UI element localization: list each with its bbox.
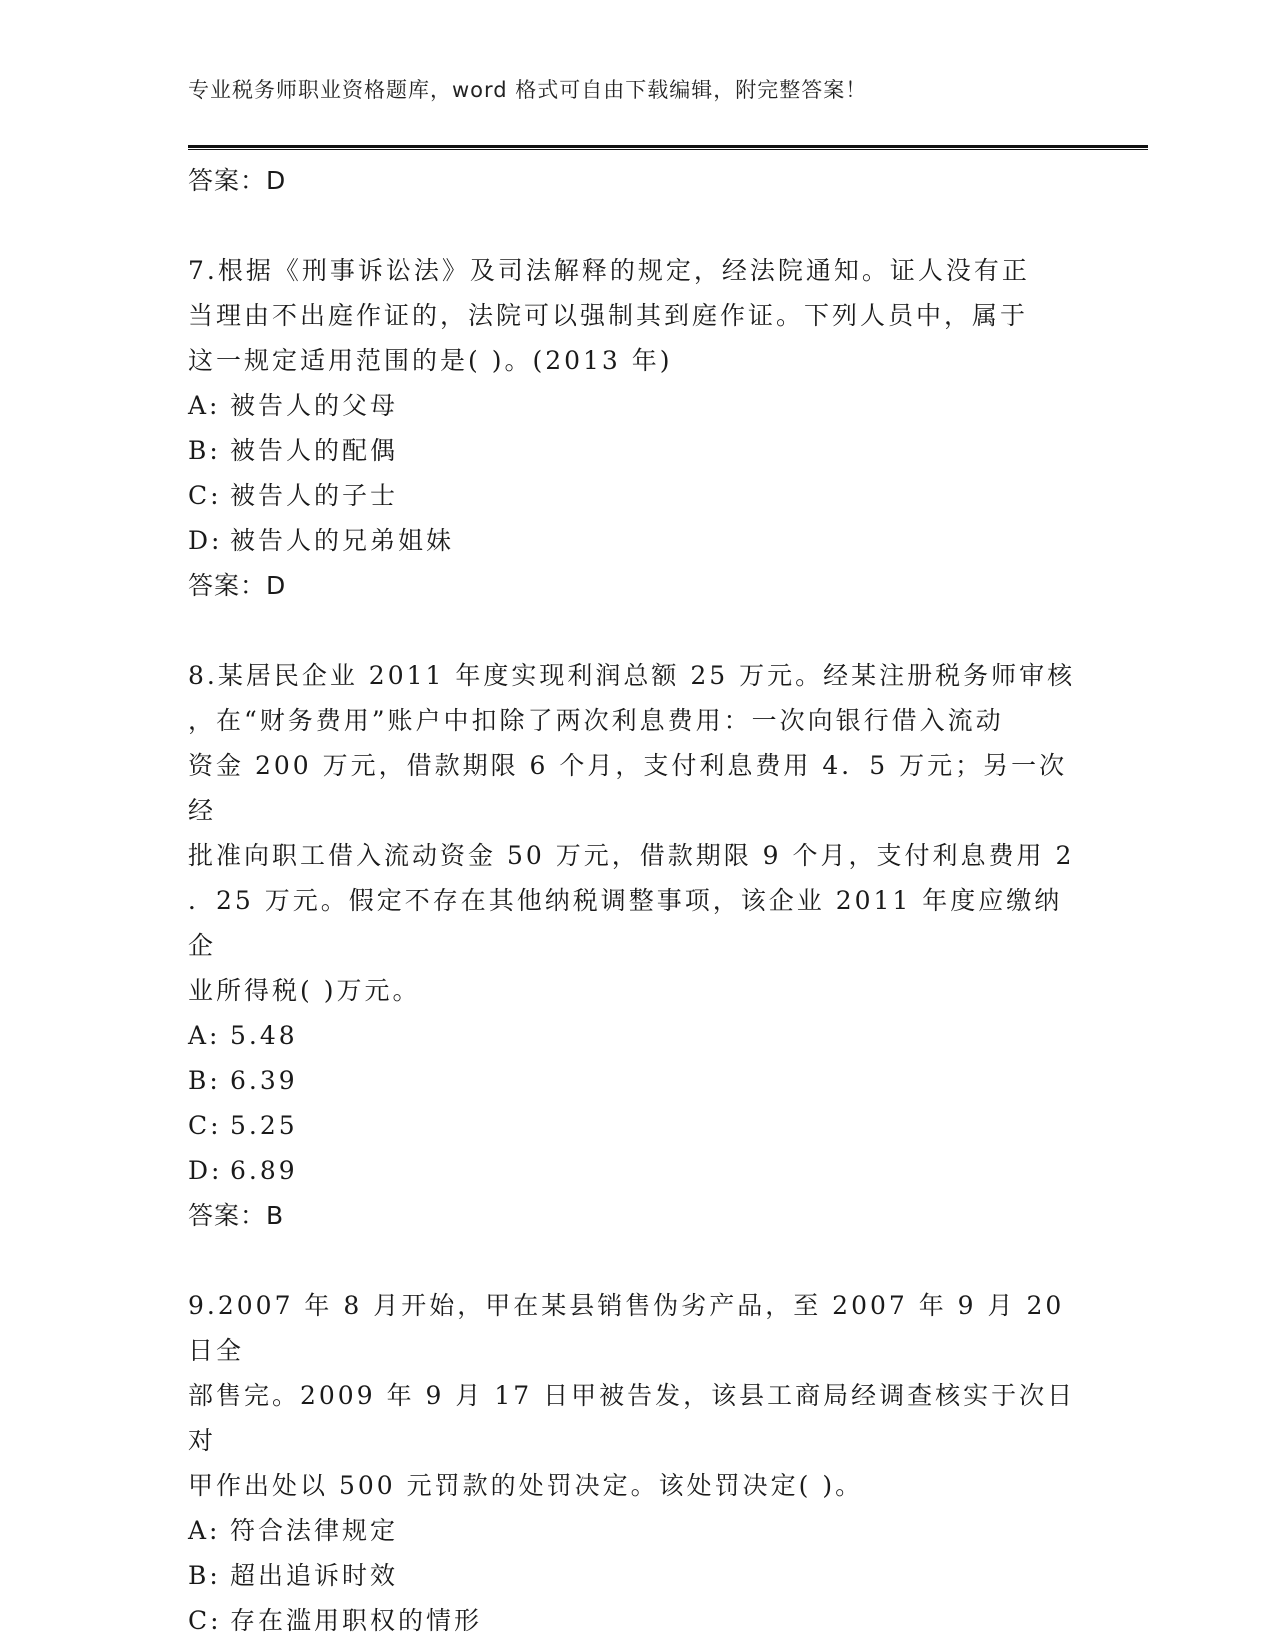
option-text: 5.25 <box>230 1111 298 1140</box>
option-c <box>188 473 1088 518</box>
header-divider <box>188 145 1148 150</box>
question-7 <box>188 248 1088 608</box>
previous-answer: 答案：D <box>188 166 287 195</box>
option-a <box>188 1508 1088 1553</box>
option-b <box>188 428 1088 473</box>
option-key: A: <box>188 1021 221 1050</box>
option-key: B: <box>188 1066 221 1095</box>
question-list <box>188 158 1088 1643</box>
option-text: 被告人的配偶 <box>230 436 399 465</box>
option-key: C: <box>188 481 222 510</box>
option-text: 5.48 <box>230 1021 298 1050</box>
option-text: 被告人的子士 <box>230 481 399 510</box>
option-d <box>188 1148 1088 1193</box>
answer: 答案：B <box>188 1201 285 1230</box>
question-stem: 8.某居民企业 2011 年度实现利润总额 25 万元。经某注册税务师审核 ，在“财务费用”账户中扣除了两次利息费用：一次向银行借入流动 资金 200 万元，借款期限 6 个月，支付利息费用 4．5 万元；另一次经 批准向职工借入流动资金 50 万元，借款期限 9 个月，支付利息费用 2 ．25 万元。假定不存在其他纳税调整事项，该企业 2011 年度应缴纳企 业所得税( )万元。 <box>188 661 1076 1005</box>
option-key: B: <box>188 1561 221 1590</box>
option-b <box>188 1553 1088 1598</box>
option-key: C: <box>188 1606 222 1635</box>
page-header: 专业税务师职业资格题库，word 格式可自由下载编辑，附完整答案！ <box>188 78 868 102</box>
option-key: A: <box>188 391 221 420</box>
option-b <box>188 1058 1088 1103</box>
option-c <box>188 1598 1088 1643</box>
question-stem: 9.2007 年 8 月开始，甲在某县销售伪劣产品，至 2007 年 9 月 20 日全 部售完。2009 年 9 月 17 日甲被告发，该县工商局经调查核实于次日对 甲作出处以 500 元罚款的处罚决定。该处罚决定( )。 <box>188 1291 1076 1500</box>
question-9 <box>188 1283 1088 1643</box>
option-key: A: <box>188 1516 221 1545</box>
option-text: 被告人的父母 <box>230 391 399 420</box>
option-text: 6.39 <box>230 1066 298 1095</box>
option-key: C: <box>188 1111 222 1140</box>
option-text: 符合法律规定 <box>230 1516 399 1545</box>
question-stem: 7.根据《刑事诉讼法》及司法解释的规定，经法院通知。证人没有正 当理由不出庭作证的，法院可以强制其到庭作证。下列人员中，属于 这一规定适用范围的是( )。(2013 年) <box>188 256 1030 375</box>
option-d <box>188 518 1088 563</box>
option-a <box>188 383 1088 428</box>
option-c <box>188 1103 1088 1148</box>
option-a <box>188 1013 1088 1058</box>
option-key: B: <box>188 436 221 465</box>
option-text: 6.89 <box>230 1156 298 1185</box>
option-key: D: <box>188 1156 223 1185</box>
option-key: D: <box>188 526 223 555</box>
option-text: 存在滥用职权的情形 <box>230 1606 483 1635</box>
document-page <box>188 0 1148 1650</box>
question-8 <box>188 653 1088 1238</box>
answer: 答案：D <box>188 571 287 600</box>
option-text: 超出追诉时效 <box>230 1561 399 1590</box>
option-text: 被告人的兄弟姐妹 <box>230 526 455 555</box>
